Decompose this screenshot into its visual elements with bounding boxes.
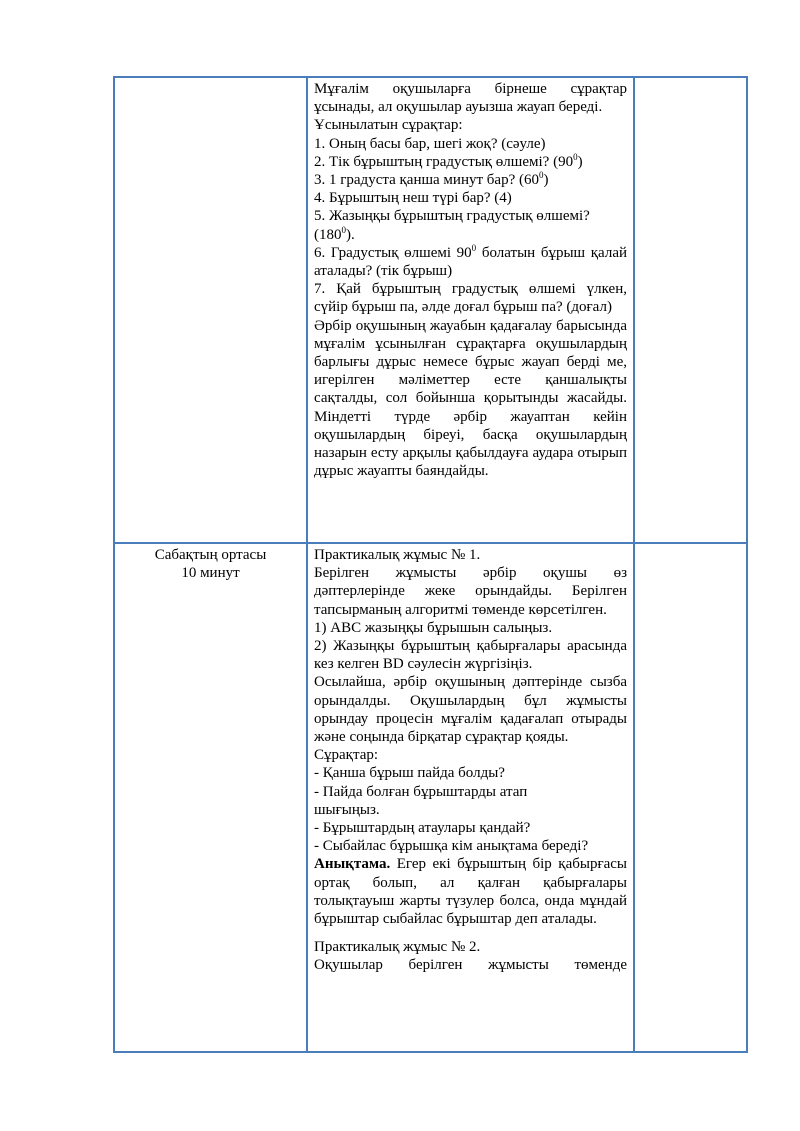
question-item: 6. Градустық өлшемі $90^0$ болатын бұрыш қалай аталады? (тік бұрыш) (314, 242, 627, 280)
stage-cell (114, 77, 307, 543)
intro-text: Мұғалім оқушыларға бірнеше сұрақтар ұсынады, ал оқушылар ауызша жауап береді. (314, 81, 627, 116)
stage-cell (114, 543, 307, 1052)
activity-cell (307, 77, 634, 543)
definition-text: Анықтама. Егер екі бұрыштың бір қабырғасы ортақ болып, ал қалған қабырғалары толықтауыш жарты түзулер болса, онда мұндай бұрыштар сыбайлас бұрыштар деп аталады. (314, 856, 627, 928)
question-item: - Қанша бұрыш пайда болды? (314, 765, 505, 782)
question-item: 7. Қай бұрыштың градустық өлшемі үлкен, сүйір бұрыш па, әлде доғал бұрыш па? (доғал) (314, 281, 627, 316)
question-item: 3. 1 градуста қанша минут бар? $(60^0)$ (314, 170, 549, 189)
question-item: 2. Тік бұрыштың градустық өлшемі? $(90^0)$ (314, 151, 583, 170)
notes-cell (634, 543, 747, 1052)
step-item: 2) Жазыңқы бұрыштың қабырғалары арасында кез келген ВD сәулесін жүргізіңіз. (314, 638, 627, 673)
practical-work-title: Практикалық жұмыс № 2. (314, 939, 481, 956)
activity-cell (307, 543, 634, 1052)
notes-cell (634, 77, 747, 543)
practical-work-desc: Берілген жұмысты әрбір оқушы өз дәптерлерінде жеке орындайды. Берілген тапсырманың алгоритмі төменде көрсетілген. (314, 565, 627, 618)
questions-title: Ұсынылатын сұрақтар: (314, 117, 463, 134)
stage-time: 10 минут (181, 565, 240, 582)
step-item: 1) АВС жазыңқы бұрышын салыңыз. (314, 619, 553, 636)
question-item: - Пайда болған бұрыштарды атап шығыңыз. (314, 783, 528, 818)
questions-title: Сұрақтар: (314, 747, 379, 764)
table-row (114, 77, 747, 543)
stage-name: Сабақтың ортасы (154, 547, 267, 563)
question-item: 4. Бұрыштың неш түрі бар? (4) (314, 190, 512, 207)
practical-work-title: Практикалық жұмыс № 1. (314, 547, 481, 563)
lesson-plan-table (113, 76, 748, 1053)
table-row (114, 543, 747, 1052)
question-item: 1. Оның басы бар, шегі жоқ? (сәуле) (314, 135, 546, 152)
question-item: 5. Жазыңқы бұрыштың градустық өлшемі? $(180^0)$. (314, 208, 590, 243)
question-item: - Бұрыштардың атаулары қандай? (314, 820, 531, 837)
definition-label: Анықтама. (314, 856, 391, 873)
question-item: - Сыбайлас бұрышқа кім анықтама береді? (314, 838, 589, 855)
practical-work-desc: Оқушылар берілген жұмысты төменде (314, 957, 627, 974)
summary-text: Әрбір оқушының жауабын қадағалау барысында мұғалім ұсынылған сұрақтарға оқушылардың барлығы дұрыс немесе бұрыс жауап берді ме, игерілген мәліметтер есте қаншалықты сақталды, сол бойынша қорытынды жасайды. Міндетті түрде әрбір жауаптан кейін оқушылардың біреуі, басқа оқушылардың назарын есту арқылы қабылдауға аудара отырып дұрыс жауапты баяндайды. (314, 317, 627, 480)
follow-text: Осылайша, әрбір оқушының дәптерінде сызба орындалды. Оқушылардың бұл жұмысты орындау процесін мұғалім қадағалап отырады және соңында бірқатар сұрақтар қояды. (314, 674, 627, 746)
